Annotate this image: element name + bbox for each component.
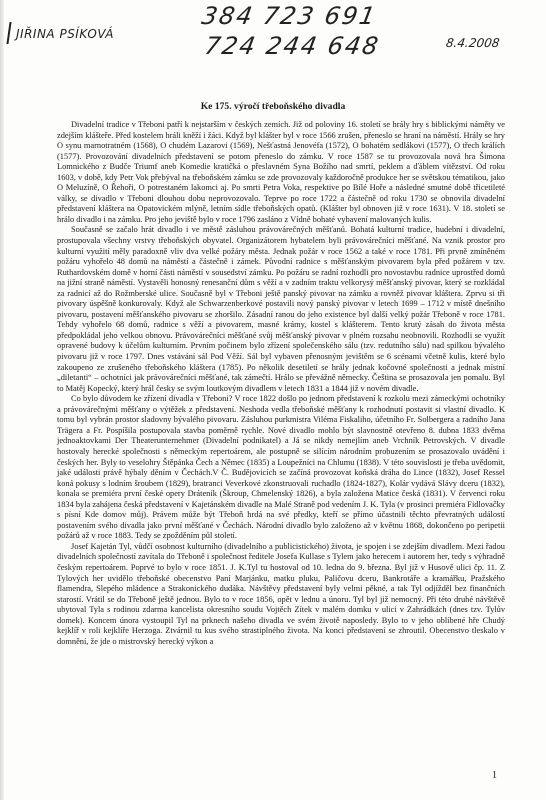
scan-edge (0, 0, 4, 800)
article-title: Ke 175. výročí třeboňského divadla (200, 101, 346, 112)
handwritten-date: 8.4.2008 (445, 36, 501, 50)
article-body (57, 120, 505, 647)
paragraph: Co bylo důvodem ke zřízení divadla v Třeboni? V roce 1822 došlo po jednom představení k rozkolu mezi zámeckými ochotníky a právovárečnými měšťany o výtěžek z představení. Neshoda vedla třeboňské měšťany k rozhodnutí postavit si vlastní divadlo. K tomu byl vybrán prostor sladovny bývalého pivovaru. Zásluhou purkmistra Viléma Fiskaliho, účetního Fr. Solbergera a radního Jana Trägera a Fr. Pospíšila postupovala stavba poměrně rychle. Nové divadlo mohlo být slavnostně otevřeno 8. dubna 1833 dvěma jednoaktovkami Der Theaterunternehmer (Divadelní podnikatel) a Já se nikdy nemejlím aneb Vrchník Petrovských. V divadle hostovaly herecké společnosti s německým repertoárem, ale postupně se silícím národním probuzením se prosazovalo uvádění i českých her. Byly to veselohry Štěpánka Čech a Němec (1835) a Loupežníci na Chlumu (1838). V této souvislosti je třeba uvědomit, jaké události právě hýbaly děním v Čechách.V Č. Budějovicích se začíná provozovat koňská dráha do Lince (1832), Josef Ressel koná pokusy s lodním šroubem (1829), bratranci Veverkové zkonstruovali ruchadlo (1824-1827), Kolár vydává Slávy dceru (1832), konala se premiéra první české opery Dráteník (Škroup, Chmelenský 1826), a byla založena Matice česká (1831). V červenci roku 1834 byla zahájena česká představení v Kajetánském divadle na Malé Straně pod vedením J. K. Tyla (v prosinci premiéra Fidlovačky s písní Kde domov můj). Právem může být Třeboň hrdá na své předky, kteří se přímo účastnili těchto převratných událostí postavením svého divadla jako první měšťané v Čechách. Národní divadlo bylo založeno až v květnu 1868, dokončeno po peripetii požárů až v roce 1883. Tedy se zpožděním půl století. (57, 394, 505, 541)
paragraph: Současně se začalo hrát divadlo i ve městě zásluhou právovárečných měšťanů. Bohatá kulturní tradice, hudební i divadelní, prostupovala všechny vrstvy třeboňských obyvatel. Organizátorem hybatelem byli právovárečníci měšťané. Na vznik prostor pro kulturní využití měly paradoxně vliv dva velké požáry města. Jednak požár v roce 1562 a také v roce 1781. Při prvně zmíněném požáru vyhořelo 48 domů na náměstí a částečně i zámek. Původní radnice s měšťanským pivovarem byla před požárem v tzv. Ruthardovském domě v horní části náměstí v sousedství zámku. Po požáru se radní rozhodli pro novostavbu radnice uprostřed domů na jižní straně náměstí. Vystavěli honosný renesanční dům s věží a v zadním traktu velkorysý měšťanský pivovar, který se rozkládal za radnicí až do Rožmberské ulice. Současně byl v Třeboni ještě panský pivovar na zámku a rovněž pivovar kláštera. Zprvu si tři pivovary úspěšně konkurovaly. Když ale Schwarzenberkové postavili nový panský pivovar v letech 1699 – 1712 v místě dnešního pivovaru, postavení měšťanského pivovaru se zhoršilo. Zásadní ranou do jeho existence byl další velký požár Třeboně v roce 1781. Tehdy vyhořelo 68 domů, radnice s věží a pivovarem, masné krámy, kostel s klášterem. Tento krutý zásah do života města předpokládal jeho velkou obnovu. Právovárečníci měšťané svůj měšťanský pivovar v plném rozsahu neobnovili. Rozhodli se využít opravené budovy k účelům kulturním. Prvním počinem bylo zřízení společenského sálu (tzv. redutního sálu) nad spilkou bývalého pivovaru již v roce 1797. Dnes vstávání sál Pod Věží. Sál byl vybaven přenosným jevištěm se 6 scénami včetně kulis, které bylo zakoupeno ze zrušeného třeboňského kláštera (1785). Po několik desetiletí se hrály jednak kočovné společnosti a jednak místní „diletanti“ – ochotníci jak právovárečníci měšťané, tak zámečtí. Hrálo se převážně německy. Čeština se prosazovala jen pomalu. Byl to Matěj Kopecký, který hrál česky se svým loutkovým divadlem v letech 1831 a 1844 již v novém divadle. (57, 225, 505, 393)
handwritten-stroke (6, 22, 11, 44)
handwritten-phone-2: 724 244 648 (202, 32, 383, 60)
handwritten-name (8, 22, 114, 44)
handwritten-phone-1: 384 723 691 (199, 2, 380, 30)
paragraph: Josef Kajetán Tyl, vůdčí osobnost kulturního (divadelního a publicistického) života, je spojen i se zdejším divadlem. Mezi řadou divadelních společností zavítala do Třeboně i společnost ředitele Josefa Kullase s Tylem jako herecem i autorem her, tedy s výhradně českým repertoárem. Poprvé to bylo v roce 1851. J. K.Tyl tu hostoval od 10. ledna do 9. března. Byl již v Husově ulici čp. 11. Z Tylových her uvidělo třeboňské obecenstvo Paní Marjánku, matku pluku, Paličovu dceru, Bankrotáře a kramářku, Pražského flamendra, Slepého mládence a Strakonického dudáka. Návštěvy představení byly velmi pěkné, a tak Tyl odjížděl bez finančních starostí. Vrátil se do Třeboně ještě jednou. Bylo to v roce 1856, opět v lednu a únoru. Tyl byl již nemocný. Při této druhé návštěvě ubytoval Tyla s rodinou zdarma kancelista okresního soudu Vojtěch Zítek v malém domku v ulici v Zahrádkách (dnes tzv. Tylův domek). Koncem února vystoupil Tyl na prknech našeho divadla ve svém životě naposledy. Bylo to v jeho oblíbené hře Chudý kejklíř v roli kejklíře Herzoga. Ztvárnil tu kus svého strastiplného života. Na konci představení se zhroutil. Obecenstvo tleskalo v domnění, že jde o mistrovský herecký výkon a (57, 541, 505, 646)
paragraph: Divadelní tradice v Třeboni patří k nejstarším v českých zemích. Již od poloviny 16. století se hrály hry s biblickými náměty ve zdejším klášteře. Před kostelem hráli kněží i žáci. Když byl klášter byl v roce 1566 zrušen, přeneslo se hraní na náměstí. Hrály se hry O synu marnotratném (1568), O chudém Lazarovi (1569), Nešťastná Jenovéfa (1572), O bohatém sedlákovi (1577), O třech králích (1577). Provozování divadelních představení se potom přeneslo do zámku. V roce 1587 se tu provozovala nová hra Šimona Lomnického z Budče Triumf aneb Komedie kratičká o přeslavném Syna Božího nad smrtí, peklem a ďáblem vítězství. Od roku 1603, v době, kdy Petr Vok přebýval na třeboňském zámku se zde provozovaly každoročně produkce her se světskou tématikou, jako O Meluzíně, O Řehoři, O potrestaném lakomci aj. Po smrti Petra Voka, respektive po Bílé Hoře a následné smutné době třicetileté války, se divadlo v Třeboni dlouhou dobu neprovozovalo. Teprve po roce 1722 a částečně od roku 1730 se obnovila divadelní představení kláštera na Opatovickém mlýně, letním sídle třeboňských opatů. (Klášter byl obnoven již v roce 1631). V 18. století se hrálo divadlo i na zámku. Pro jeho jeviště bylo v roce 1796 zasláno z Vídně bohaté vybavení malovaných kulis. (57, 120, 505, 224)
handwritten-name-text: JIŘINA PSÍKOVÁ (16, 27, 114, 41)
page-number: 1 (492, 770, 497, 781)
